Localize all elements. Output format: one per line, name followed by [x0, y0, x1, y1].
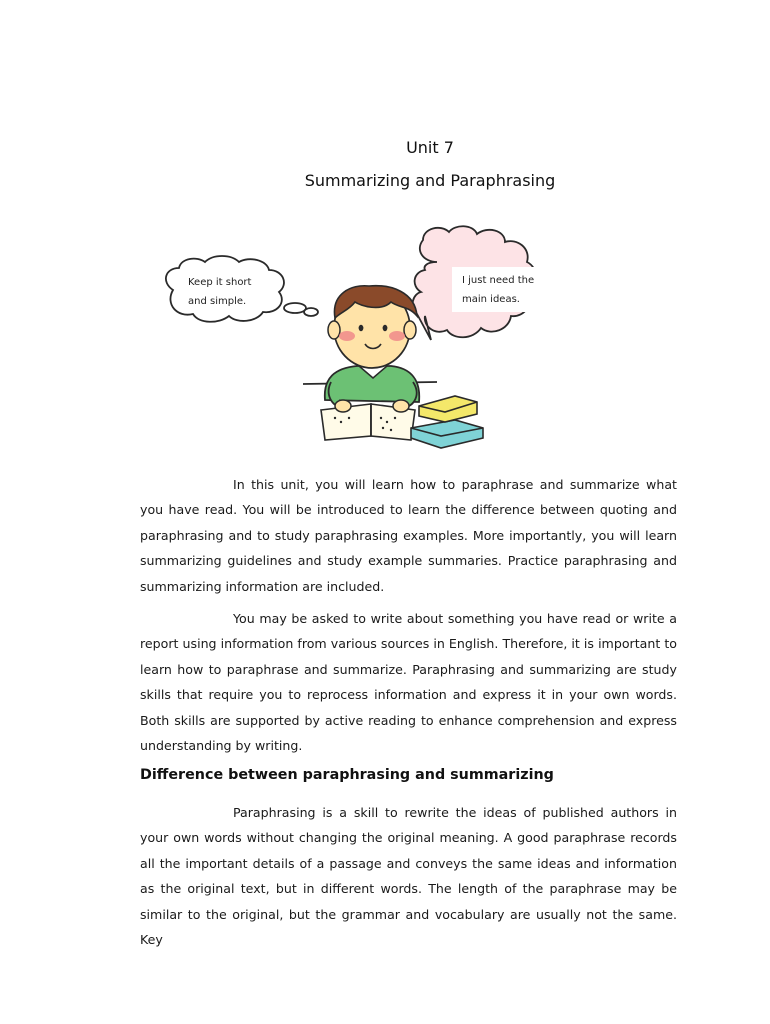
- paragraph-text: In this unit, you will learn how to paraphrase and summarize what you have read. You will be introduced to learn the difference between quoting and paraphrasing and to study paraphrasing examples. More importantly, you will learn summarizing guidelines and study example summaries. Practice paraphrasing and summarizing information are included.: [140, 477, 677, 594]
- thought-bubble-line: Keep it short: [188, 277, 252, 288]
- book-stack: [411, 396, 483, 448]
- unit-title: Summarizing and Paraphrasing: [304, 171, 556, 190]
- paragraph-text: You may be asked to write about something you have read or write a report using information from various sources in English. Therefore, it is important to learn how to paraphrase and summarize. Paraphrasing and summarizing are study skills that require you to reprocess information and express it in your own words. Both skills are supported by active reading to enhance comprehension and express understanding by writing.: [140, 611, 677, 754]
- student-illustration: [155, 222, 580, 452]
- speech-bubble-line: main ideas.: [462, 294, 520, 305]
- section-heading: Difference between paraphrasing and summarizing: [140, 767, 554, 783]
- speech-bubble-line: I just need the: [462, 275, 535, 286]
- thought-bubble-line: and simple.: [188, 296, 247, 307]
- intro-paragraph-1: [140, 472, 677, 599]
- unit-number: Unit 7: [406, 138, 454, 157]
- paragraph-text: Paraphrasing is a skill to rewrite the ideas of published authors in your own words without changing the original meaning. A good paraphrase records all the important details of a passage and conveys the same ideas and information as the original text, but in different words. The length of the paraphrase may be similar to the original, but the grammar and vocabulary are usually not the same. Key: [140, 805, 677, 948]
- speech-bubble-text: [462, 271, 542, 309]
- section-paragraph-1: [140, 800, 677, 952]
- thought-bubble-text: [188, 273, 278, 311]
- intro-paragraph-2: [140, 606, 677, 758]
